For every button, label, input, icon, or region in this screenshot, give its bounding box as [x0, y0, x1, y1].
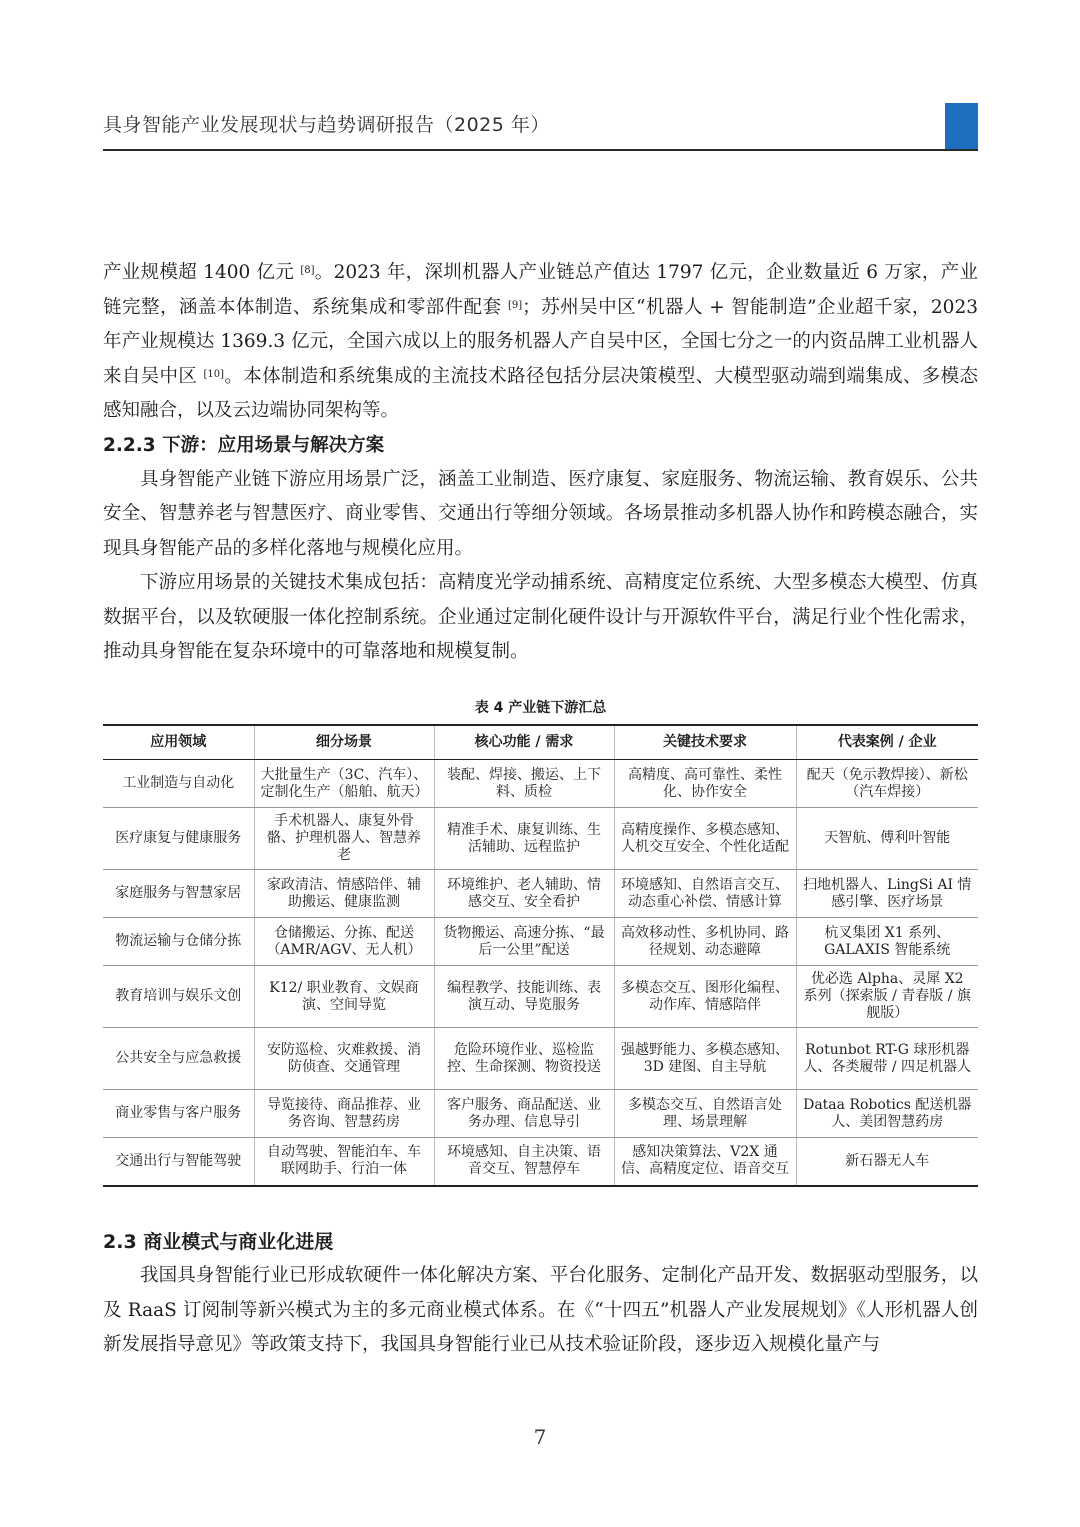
citation-10[interactable]: [10] [203, 368, 225, 380]
table-cell: 自动驾驶、智能泊车、车联网助手、行泊一体 [254, 1138, 434, 1186]
table-cell: 货物搬运、高速分拣、“最后一公里”配送 [434, 918, 614, 966]
intro-text-b: 。2023 年，深圳机器人产业链总产值达 1797 亿元，企业数量近 6 万家，产业链完整，涵盖本体制造、系统集成和零部件配套 [103, 262, 978, 318]
table-cell: 多模态交互、图形化编程、动作库、情感陪伴 [614, 966, 796, 1028]
table-row [103, 966, 978, 1028]
table-cell: 环境感知、自然语言交互、动态重心补偿、情感计算 [614, 870, 796, 918]
intro-text-a: 产业规模超 1400 亿元 [103, 262, 301, 283]
table-cell: 高精度、高可靠性、柔性化、协作安全 [614, 760, 796, 808]
table-cell: 商业零售与客户服务 [103, 1090, 254, 1138]
business-model-section [103, 1259, 978, 1363]
table-cell: 杭叉集团 X1 系列、GALAXIS 智能系统 [796, 918, 978, 966]
table-cell: 多模态交互、自然语言处理、场景理解 [614, 1090, 796, 1138]
table-cell: 交通出行与智能驾驶 [103, 1138, 254, 1186]
downstream-paragraph-1: 具身智能产业链下游应用场景广泛，涵盖工业制造、医疗康复、家庭服务、物流运输、教育娱乐、公共安全、智慧养老与智慧医疗、商业零售、交通出行等细分领域。各场景推动多机器人协作和跨模态融合，实现具身智能产品的多样化落地与规模化应用。 [103, 468, 978, 559]
table-cell: 大批量生产（3C、汽车）、定制化生产（船舶、航天） [254, 760, 434, 808]
table-cell: 新石器无人车 [796, 1138, 978, 1186]
table-cell: 公共安全与应急救援 [103, 1028, 254, 1090]
table-cell: 装配、焊接、搬运、上下料、质检 [434, 760, 614, 808]
table-cell: 环境感知、自主决策、语音交互、智慧停车 [434, 1138, 614, 1186]
table-cell: 高效移动性、多机协同、路径规划、动态避障 [614, 918, 796, 966]
table-header-cell: 核心功能 / 需求 [434, 725, 614, 760]
table-row [103, 1138, 978, 1186]
intro-text-d: 。本体制造和系统集成的主流技术路径包括分层决策模型、大模型驱动端到端集成、多模态感知融合，以及云边端协同架构等。 [103, 365, 978, 421]
page-number: 7 [533, 1425, 547, 1449]
table-cell: 编程教学、技能训练、表演互动、导览服务 [434, 966, 614, 1028]
header-accent-block [945, 103, 978, 150]
section-heading-2-3: 2.3 商业模式与商业化进展 [103, 1231, 334, 1253]
table-cell: 环境维护、老人辅助、情感交互、安全看护 [434, 870, 614, 918]
table-header-cell: 关键技术要求 [614, 725, 796, 760]
table-cell: 高精度操作、多模态感知、人机交互安全、个性化适配 [614, 808, 796, 870]
running-header-title: 具身智能产业发展现状与趋势调研报告（2025 年） [103, 114, 550, 136]
table-row [103, 1090, 978, 1138]
business-model-paragraph: 我国具身智能行业已形成软硬件一体化解决方案、平台化服务、定制化产品开发、数据驱动型服务，以及 RaaS 订阅制等新兴模式为主的多元商业模式体系。在《“十四五”机器人产业发展规划》《人形机器人创新发展指导意见》等政策支持下，我国具身智能行业已从技术验证阶段，逐步迈入规模化量产与 [103, 1265, 978, 1355]
table-cell: 危险环境作业、巡检监控、生命探测、物资投送 [434, 1028, 614, 1090]
table-cell: 医疗康复与健康服务 [103, 808, 254, 870]
citation-8[interactable]: [8] [300, 265, 315, 276]
table-cell: 教育培训与娱乐文创 [103, 966, 254, 1028]
table-header-cell: 细分场景 [254, 725, 434, 760]
table-cell: 仓储搬运、分拣、配送（AMR/AGV、无人机） [254, 918, 434, 966]
table-header-row [103, 725, 978, 760]
table-row [103, 1028, 978, 1090]
intro-text-c: ；苏州吴中区“机器人 + 智能制造”企业超千家，2023 年产业规模达 1369.3 亿元，全国六成以上的服务机器人产自吴中区，全国七分之一的内资品牌工业机器人来自吴中区 [103, 296, 978, 387]
citation-9[interactable]: [9] [507, 299, 523, 311]
header-rule [103, 149, 978, 151]
downstream-summary-table [103, 724, 978, 1187]
table-cell: 导览接待、商品推荐、业务咨询、智慧药房 [254, 1090, 434, 1138]
table-cell: 客户服务、商品配送、业务办理、信息导引 [434, 1090, 614, 1138]
table-cell: 家庭服务与智慧家居 [103, 870, 254, 918]
table-cell: 天智航、傅利叶智能 [796, 808, 978, 870]
table-cell: 优必选 Alpha、灵犀 X2 系列（探索版 / 青春版 / 旗舰版） [796, 966, 978, 1028]
table-cell: 家政清洁、情感陪伴、辅助搬运、健康监测 [254, 870, 434, 918]
table-cell: Dataa Robotics 配送机器人、美团智慧药房 [796, 1090, 978, 1138]
table-cell: 扫地机器人、LingSi AI 情感引擎、医疗场景 [796, 870, 978, 918]
section-heading-2-2-3: 2.2.3 下游：应用场景与解决方案 [103, 434, 385, 456]
intro-paragraph [103, 256, 978, 429]
table-row [103, 760, 978, 808]
table-cell: K12/ 职业教育、文娱商演、空间导览 [254, 966, 434, 1028]
intro-section [103, 256, 978, 670]
table-cell: 强越野能力、多模态感知、3D 建图、自主导航 [614, 1028, 796, 1090]
table-row [103, 870, 978, 918]
table-cell: 精准手术、康复训练、生活辅助、远程监护 [434, 808, 614, 870]
table-cell: 感知决策算法、V2X 通信、高精度定位、语音交互 [614, 1138, 796, 1186]
table-row [103, 918, 978, 966]
table-header-cell: 应用领域 [103, 725, 254, 760]
table-cell: 手术机器人、康复外骨骼、护理机器人、智慧养老 [254, 808, 434, 870]
table-header-cell: 代表案例 / 企业 [796, 725, 978, 760]
table-cell: Rotunbot RT-G 球形机器人、各类履带 / 四足机器人 [796, 1028, 978, 1090]
table-row [103, 808, 978, 870]
table-cell: 工业制造与自动化 [103, 760, 254, 808]
table-cell: 安防巡检、灾难救援、消防侦查、交通管理 [254, 1028, 434, 1090]
table-cell: 物流运输与仓储分拣 [103, 918, 254, 966]
downstream-paragraph-2: 下游应用场景的关键技术集成包括：高精度光学动捕系统、高精度定位系统、大型多模态大模型、仿真数据平台，以及软硬服一体化控制系统。企业通过定制化硬件设计与开源软件平台，满足行业个性化需求，推动具身智能在复杂环境中的可靠落地和规模复制。 [103, 572, 978, 662]
table-cell: 配天（免示教焊接）、新松（汽车焊接） [796, 760, 978, 808]
table-caption: 表 4 产业链下游汇总 [474, 700, 607, 716]
